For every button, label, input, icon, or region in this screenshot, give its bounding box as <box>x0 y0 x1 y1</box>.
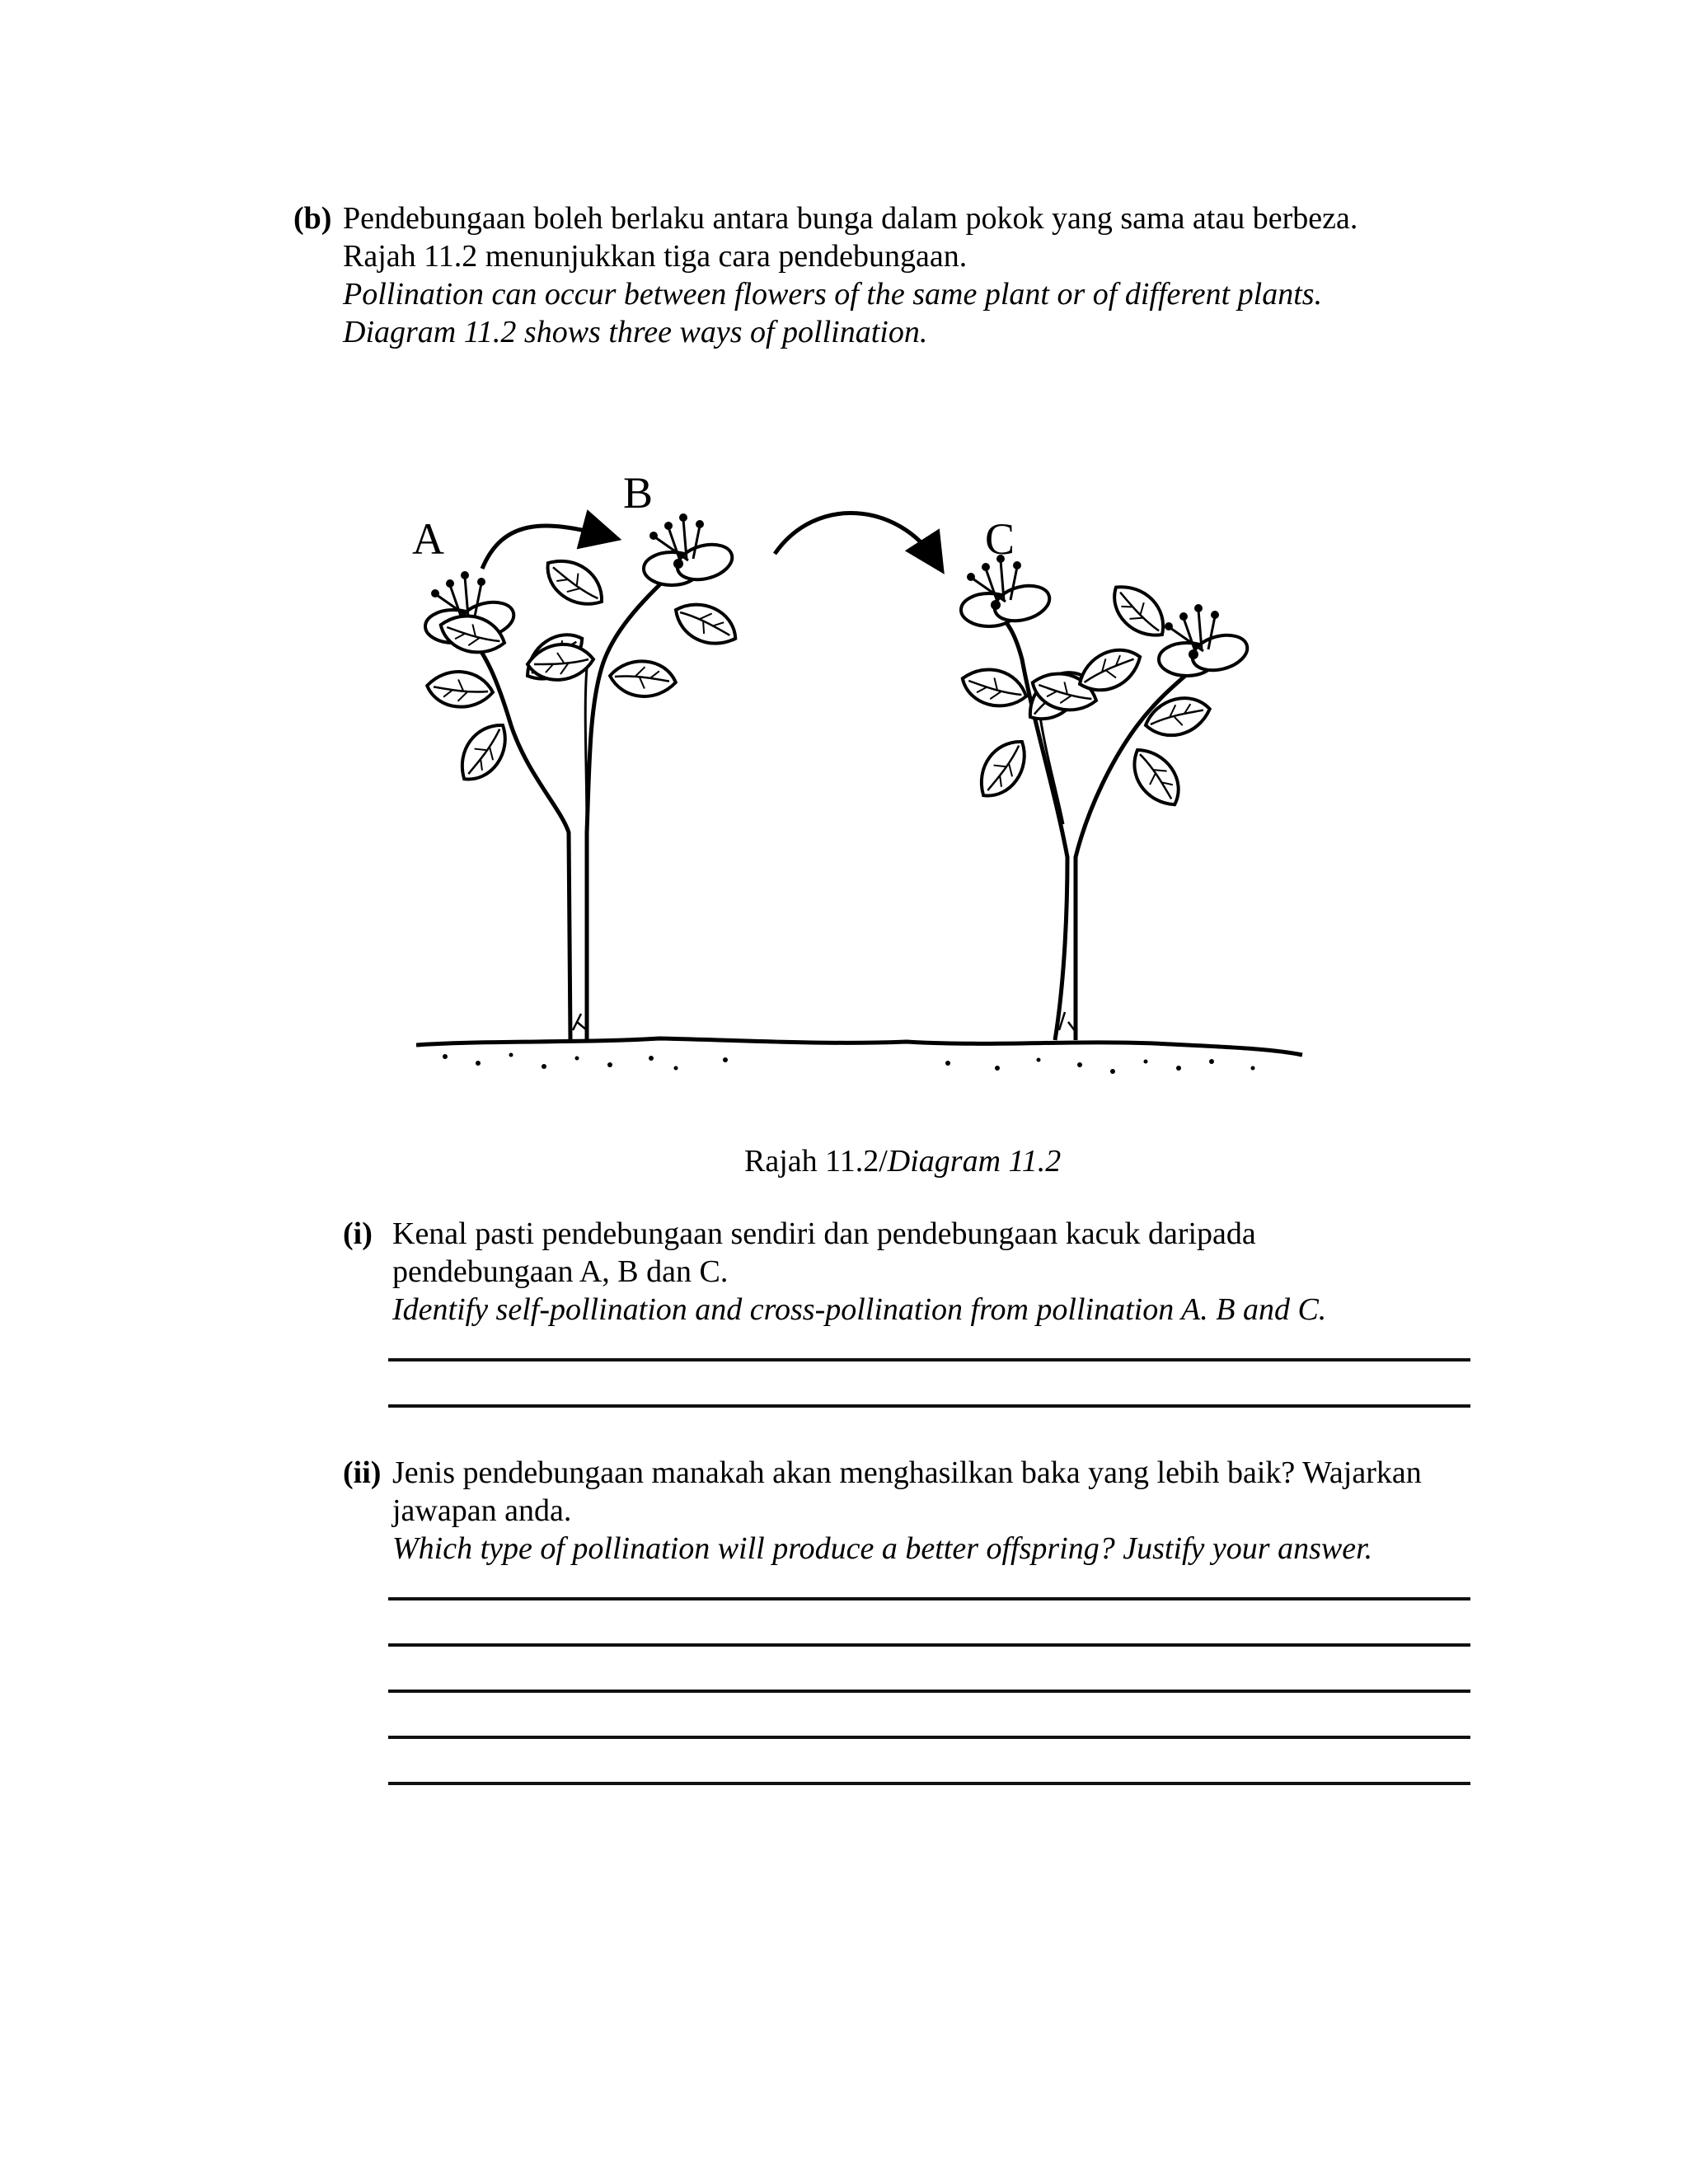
arrow-a-to-b <box>482 526 606 569</box>
part-ii-en-line-1: Which type of pollination will produce a better offspring? Justify your answer. <box>392 1531 1373 1566</box>
intro-en-line-1: Pollination can occur between flowers of the same plant or of different plants. <box>343 277 1323 312</box>
part-i-en-line-1: Identify self-pollination and cross-pollination from pollination A. B and C. <box>392 1292 1327 1327</box>
answer-line-ii-1[interactable] <box>388 1597 1470 1601</box>
answer-line-ii-3[interactable] <box>388 1690 1470 1693</box>
intro-en-line-2: Diagram 11.2 shows three ways of pollination. <box>343 315 928 349</box>
answer-line-ii-5[interactable] <box>388 1782 1470 1785</box>
right-plant <box>957 555 1251 1040</box>
soil-dots <box>443 1053 1255 1075</box>
part-i-ms-line-2: pendebungaan A, B dan C. <box>392 1254 729 1289</box>
part-ii-ms-line-2: jawapan anda. <box>392 1493 572 1528</box>
diagram-caption <box>744 1142 1061 1180</box>
question-label: (b) <box>293 201 332 236</box>
arrow-b-to-c <box>775 513 935 560</box>
part-i-ms-line-1: Kenal pasti pendebungaan sendiri dan pendebungaan kacuk daripada <box>392 1216 1256 1251</box>
answer-line-ii-4[interactable] <box>388 1736 1470 1739</box>
part-ii-label: (ii) <box>343 1455 382 1490</box>
ground-line <box>416 1038 1302 1055</box>
answer-line-i-2[interactable] <box>388 1404 1470 1408</box>
label-a: A <box>412 514 444 564</box>
caption-ms: Rajah 11.2/ <box>744 1144 888 1179</box>
answer-line-ii-2[interactable] <box>388 1643 1470 1647</box>
part-ii-ms-line-1: Jenis pendebungaan manakah akan menghasilkan baka yang lebih baik? Wajarkan <box>392 1455 1422 1490</box>
left-plant <box>424 513 743 1040</box>
part-i-label: (i) <box>343 1216 373 1251</box>
label-b: B <box>623 468 654 518</box>
intro-ms-line-1: Pendebungaan boleh berlaku antara bunga dalam pokok yang sama atau berbeza. <box>343 201 1358 236</box>
label-c: C <box>985 514 1015 564</box>
answer-line-i-1[interactable] <box>388 1358 1470 1361</box>
intro-ms-line-2: Rajah 11.2 menunjukkan tiga cara pendebungaan. <box>343 239 968 274</box>
caption-en: Diagram 11.2 <box>887 1144 1062 1179</box>
